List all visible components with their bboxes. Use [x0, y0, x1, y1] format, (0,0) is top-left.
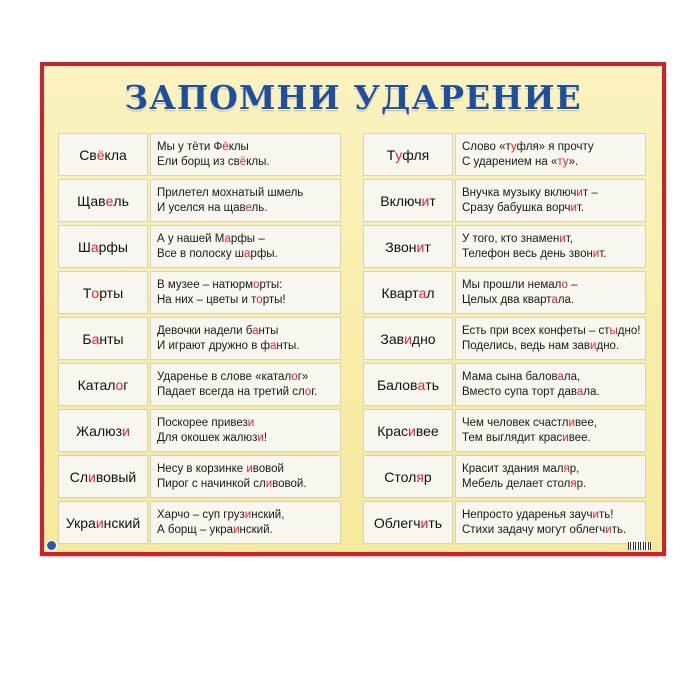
rhyme-part: фля» я прочту: [516, 140, 594, 153]
word-row: [58, 133, 341, 176]
barcode-icon: [628, 542, 652, 550]
rhyme-part: Тем выглядит крас: [462, 431, 563, 444]
stressed-word: [58, 501, 148, 544]
stressed-word: [58, 133, 148, 176]
word-row: [363, 409, 646, 452]
word-part: Б: [82, 330, 92, 347]
rhyme-part: А борщ – укра: [157, 523, 234, 536]
rhyme-part: ла,: [563, 370, 581, 383]
stressed-word: [363, 317, 453, 360]
word-part: ть: [428, 514, 443, 531]
rhyme-part: В музее – натюрм: [157, 278, 254, 291]
rhyme-part: Стихи задачу могут облегч: [462, 523, 606, 536]
rhyme-line: [157, 523, 340, 538]
rhyme-part: р.: [576, 477, 587, 490]
rhyme-line: [157, 462, 340, 477]
stressed-vowel: е: [245, 201, 252, 214]
word-part: л: [426, 284, 435, 301]
stressed-vowel: о: [304, 385, 312, 398]
rhyme-part: клы: [228, 140, 249, 153]
rhyme-part: рфы.: [250, 247, 278, 260]
word-part: Кварт: [381, 284, 419, 301]
rhyme-line: [462, 232, 645, 247]
word-row: [363, 501, 646, 544]
stressed-word: [363, 225, 453, 268]
rhyme-part: Чем человек счастл: [462, 416, 569, 429]
rhyme-part: т –: [582, 186, 598, 199]
word-part: Включ: [380, 192, 422, 209]
rhyme-part: Несу в корзинке: [157, 462, 247, 475]
stressed-vowel: и: [95, 514, 104, 531]
stressed-vowel: ы: [609, 324, 618, 337]
stressed-vowel: а: [551, 293, 558, 306]
rhyme-part: Сразу бабушка ворч: [462, 201, 571, 214]
rhyme-text: [455, 271, 646, 314]
stressed-vowel: я: [563, 462, 570, 475]
rhyme-part: У того, кто знамен: [462, 232, 560, 245]
rhyme-text: [150, 225, 341, 268]
stressed-vowel: о: [115, 376, 124, 393]
rhyme-line: [462, 385, 645, 400]
word-row: [58, 455, 341, 498]
stressed-word: [363, 455, 453, 498]
stressed-word: [58, 409, 148, 452]
word-part: т: [429, 192, 436, 209]
stressed-vowel: я: [570, 477, 577, 490]
rhyme-part: рфы –: [230, 232, 265, 245]
stressed-vowel: и: [244, 508, 252, 521]
word-part: фля: [402, 146, 430, 163]
stressed-vowel: и: [404, 330, 412, 347]
rhyme-part: Мама сына балов: [462, 370, 558, 383]
word-part: Св: [79, 146, 97, 163]
rhyme-part: вее.: [568, 431, 591, 444]
word-part: Стол: [384, 468, 417, 485]
word-row: [58, 409, 341, 452]
rhyme-text: [455, 179, 646, 222]
word-row: [363, 363, 646, 406]
word-row: [58, 225, 341, 268]
rhyme-line: [462, 339, 645, 354]
publisher-fine-print: [50, 543, 652, 549]
stressed-vowel: а: [224, 232, 231, 245]
word-row: [58, 179, 341, 222]
rhyme-line: [462, 247, 645, 262]
rhyme-line: [157, 324, 340, 339]
word-part: Балов: [376, 376, 418, 393]
word-row: [58, 363, 341, 406]
word-part: Крас: [377, 422, 409, 439]
stressed-vowel: и: [416, 238, 425, 255]
stressed-vowel: а: [90, 238, 99, 255]
rhyme-part: ль.: [251, 201, 268, 214]
rhyme-text: [150, 409, 341, 452]
publisher-logo-icon: [46, 540, 57, 551]
rhyme-part: А у нашей М: [157, 232, 225, 245]
stressed-vowel: и: [568, 416, 575, 429]
rhyme-part: нский,: [251, 508, 285, 521]
rhyme-line: [462, 324, 645, 339]
stressed-vowel: а: [244, 247, 251, 260]
stressed-word: [58, 363, 148, 406]
right-column: [363, 133, 646, 547]
rhyme-line: [462, 462, 645, 477]
rhyme-text: [150, 317, 341, 360]
word-row: [363, 133, 646, 176]
rhyme-line: [462, 155, 645, 170]
word-part: рфы: [98, 238, 128, 255]
rhyme-part: Харчо – суп груз: [157, 508, 245, 521]
rhyme-text: [150, 133, 341, 176]
rhyme-part: Непросто ударенья зауч: [462, 508, 593, 521]
rhyme-line: [157, 416, 340, 431]
stressed-word: [58, 455, 148, 498]
word-part: вовый: [95, 468, 137, 485]
rhyme-part: т,: [565, 232, 573, 245]
word-part: кла: [104, 146, 127, 163]
word-part: Жалюз: [76, 422, 123, 439]
rhyme-part: Все в полоску ш: [157, 247, 245, 260]
stressed-vowel: е: [105, 192, 114, 209]
stressed-word: [58, 271, 148, 314]
rhyme-line: [157, 370, 340, 385]
stressed-vowel: а: [576, 385, 584, 398]
rhyme-part: г.: [311, 385, 318, 398]
stressed-vowel: ё: [239, 155, 247, 168]
rhyme-part: Пирог с начинкой сл: [157, 477, 266, 490]
rhyme-line: [462, 477, 645, 492]
stressed-vowel: о: [256, 293, 263, 306]
rhyme-part: С ударением на «: [462, 155, 558, 168]
rhyme-line: [157, 385, 340, 400]
rhyme-part: Для окошек жалюз: [157, 431, 258, 444]
stressed-vowel: и: [562, 431, 569, 444]
word-row: [363, 317, 646, 360]
rhyme-line: [157, 155, 340, 170]
word-part: т: [424, 238, 431, 255]
stressed-word: [58, 225, 148, 268]
rhyme-text: [150, 179, 341, 222]
rhyme-text: [150, 501, 341, 544]
rhyme-line: [157, 278, 340, 293]
stressed-word: [363, 133, 453, 176]
rhyme-part: Красит здания мал: [462, 462, 564, 475]
rhyme-text: [455, 501, 646, 544]
rhyme-part: Целых два кварт: [462, 293, 552, 306]
rhyme-part: Падает всегда на третий сл: [157, 385, 305, 398]
rhyme-part: Прилетел мохнатый шмель: [157, 186, 304, 199]
rhyme-line: [462, 370, 645, 385]
rhyme-part: нты.: [276, 339, 300, 352]
rhyme-part: нский.: [239, 523, 273, 536]
rhyme-line: [157, 186, 340, 201]
stressed-vowel: ё: [96, 146, 105, 163]
rhyme-text: [150, 271, 341, 314]
rhyme-part: !: [263, 431, 268, 444]
word-part: Облегч: [373, 514, 421, 531]
stressed-word: [363, 271, 453, 314]
rhyme-part: Телефон весь день звон: [462, 247, 593, 260]
rhyme-line: [157, 508, 340, 523]
stressed-vowel: и: [257, 431, 264, 444]
rhyme-part: г»: [297, 370, 309, 383]
stressed-word: [58, 179, 148, 222]
rhyme-line: [157, 339, 340, 354]
rhyme-part: Мебель делает стол: [462, 477, 571, 490]
stressed-vowel: и: [88, 468, 96, 485]
stressed-word: [363, 179, 453, 222]
stressed-vowel: и: [559, 232, 566, 245]
rhyme-text: [150, 363, 341, 406]
word-row: [363, 179, 646, 222]
stressed-vowel: о: [561, 278, 568, 291]
rhyme-line: [157, 232, 340, 247]
poster-panel: [44, 66, 662, 552]
rhyme-part: ть.: [611, 523, 627, 536]
stressed-vowel: и: [122, 422, 130, 439]
rhyme-part: Девочки надели б: [157, 324, 253, 337]
poster-title: ЗАПОМНИ УДАРЕНИЕ: [124, 78, 582, 117]
stressed-vowel: ё: [222, 140, 229, 153]
stressed-vowel: я: [416, 468, 424, 485]
word-row: [363, 271, 646, 314]
word-row: [58, 271, 341, 314]
word-part: Сл: [69, 468, 89, 485]
stressed-vowel: ту: [557, 155, 569, 168]
rhyme-line: [157, 477, 340, 492]
rhyme-text: [455, 317, 646, 360]
rhyme-part: Вместо супа торт дав: [462, 385, 577, 398]
rhyme-line: [157, 431, 340, 446]
rhyme-part: Внучка музыку включ: [462, 186, 577, 199]
word-row: [58, 501, 341, 544]
stressed-vowel: и: [590, 339, 597, 352]
word-part: ль: [113, 192, 129, 209]
stressed-vowel: а: [91, 330, 100, 347]
rhyme-line: [462, 278, 645, 293]
word-part: рты: [99, 284, 124, 301]
rhyme-part: ».: [568, 155, 579, 168]
rhyme-part: нты: [258, 324, 279, 337]
stressed-vowel: и: [247, 416, 255, 429]
left-column: [58, 133, 341, 547]
rhyme-part: На них – цветы и т: [157, 293, 257, 306]
rhyme-part: ла.: [557, 293, 575, 306]
stressed-vowel: у: [510, 140, 517, 153]
rhyme-line: [157, 293, 340, 308]
word-part: Укра: [65, 514, 96, 531]
rhyme-line: [462, 416, 645, 431]
stressed-vowel: о: [291, 370, 298, 383]
word-part: дно: [411, 330, 436, 347]
word-part: Ш: [77, 238, 91, 255]
rhyme-part: –: [567, 278, 578, 291]
word-part: Катал: [77, 376, 116, 393]
rhyme-text: [455, 133, 646, 176]
rhyme-part: рты:: [259, 278, 283, 291]
rhyme-part: р,: [569, 462, 580, 475]
rhyme-text: [150, 455, 341, 498]
stressed-vowel: у: [395, 146, 403, 163]
rhyme-line: [157, 201, 340, 216]
rhyme-line: [462, 186, 645, 201]
rhyme-part: вее,: [574, 416, 597, 429]
stressed-vowel: и: [570, 201, 577, 214]
stressed-vowel: и: [246, 462, 253, 475]
rhyme-part: Поскорее привез: [157, 416, 248, 429]
rhyme-part: вовой.: [272, 477, 307, 490]
stressed-vowel: и: [420, 514, 429, 531]
word-part: р: [423, 468, 432, 485]
stressed-word: [363, 501, 453, 544]
rhyme-part: Слово «т: [462, 140, 511, 153]
rhyme-line: [462, 523, 645, 538]
stressed-vowel: и: [421, 192, 430, 209]
word-part: Зав: [380, 330, 405, 347]
stressed-word: [363, 363, 453, 406]
word-part: г: [123, 376, 129, 393]
rhyme-part: И играют дружно в ф: [157, 339, 270, 352]
stressed-vowel: и: [408, 422, 416, 439]
rhyme-part: Ели борщ из св: [157, 155, 240, 168]
word-part: Т: [386, 146, 396, 163]
stressed-vowel: и: [592, 508, 599, 521]
stressed-vowel: и: [592, 247, 600, 260]
rhyme-text: [455, 363, 646, 406]
rhyme-line: [157, 140, 340, 155]
stressed-word: [363, 409, 453, 452]
stressed-vowel: и: [605, 523, 612, 536]
word-part: вее: [415, 422, 439, 439]
stressed-word: [58, 317, 148, 360]
rhyme-part: дно.: [596, 339, 620, 352]
word-part: нты: [99, 330, 124, 347]
rhyme-line: [462, 431, 645, 446]
rhyme-text: [455, 225, 646, 268]
stressed-vowel: и: [265, 477, 273, 490]
rhyme-line: [462, 508, 645, 523]
rhyme-text: [455, 409, 646, 452]
stressed-vowel: о: [91, 284, 100, 301]
rhyme-part: Мы прошли немал: [462, 278, 562, 291]
word-part: Т: [82, 284, 92, 301]
word-part: Звон: [385, 238, 417, 255]
rhyme-part: Ударенье в слове «катал: [157, 370, 292, 383]
rhyme-text: [455, 455, 646, 498]
rhyme-part: ла.: [583, 385, 600, 398]
word-row: [363, 225, 646, 268]
rhyme-line: [157, 247, 340, 262]
stressed-vowel: а: [557, 370, 564, 383]
rhyme-part: рты!: [262, 293, 286, 306]
stressed-vowel: а: [269, 339, 277, 352]
stressed-vowel: и: [233, 523, 240, 536]
word-row: [363, 455, 646, 498]
rhyme-part: ть!: [598, 508, 614, 521]
word-part: нский: [103, 514, 141, 531]
stressed-vowel: а: [252, 324, 259, 337]
word-row: [58, 317, 341, 360]
rhyme-part: Поделись, ведь нам зав: [462, 339, 591, 352]
stressed-vowel: и: [576, 186, 583, 199]
rhyme-line: [462, 140, 645, 155]
rhyme-part: дно!: [617, 324, 641, 337]
rhyme-part: Есть при всех конфеты – ст: [462, 324, 610, 337]
stressed-vowel: о: [253, 278, 260, 291]
word-part: Щав: [77, 192, 106, 209]
rhyme-part: вовой: [252, 462, 284, 475]
stressed-vowel: а: [417, 376, 426, 393]
rhyme-part: И уселся на щав: [157, 201, 246, 214]
rhyme-part: т.: [576, 201, 585, 214]
rhyme-part: Мы у тёти Ф: [157, 140, 223, 153]
rhyme-line: [462, 201, 645, 216]
rhyme-line: [462, 293, 645, 308]
stressed-vowel: а: [418, 284, 427, 301]
word-part: ть: [425, 376, 440, 393]
poster-frame: [40, 62, 666, 556]
rhyme-part: клы.: [246, 155, 270, 168]
rhyme-part: т.: [599, 247, 607, 260]
